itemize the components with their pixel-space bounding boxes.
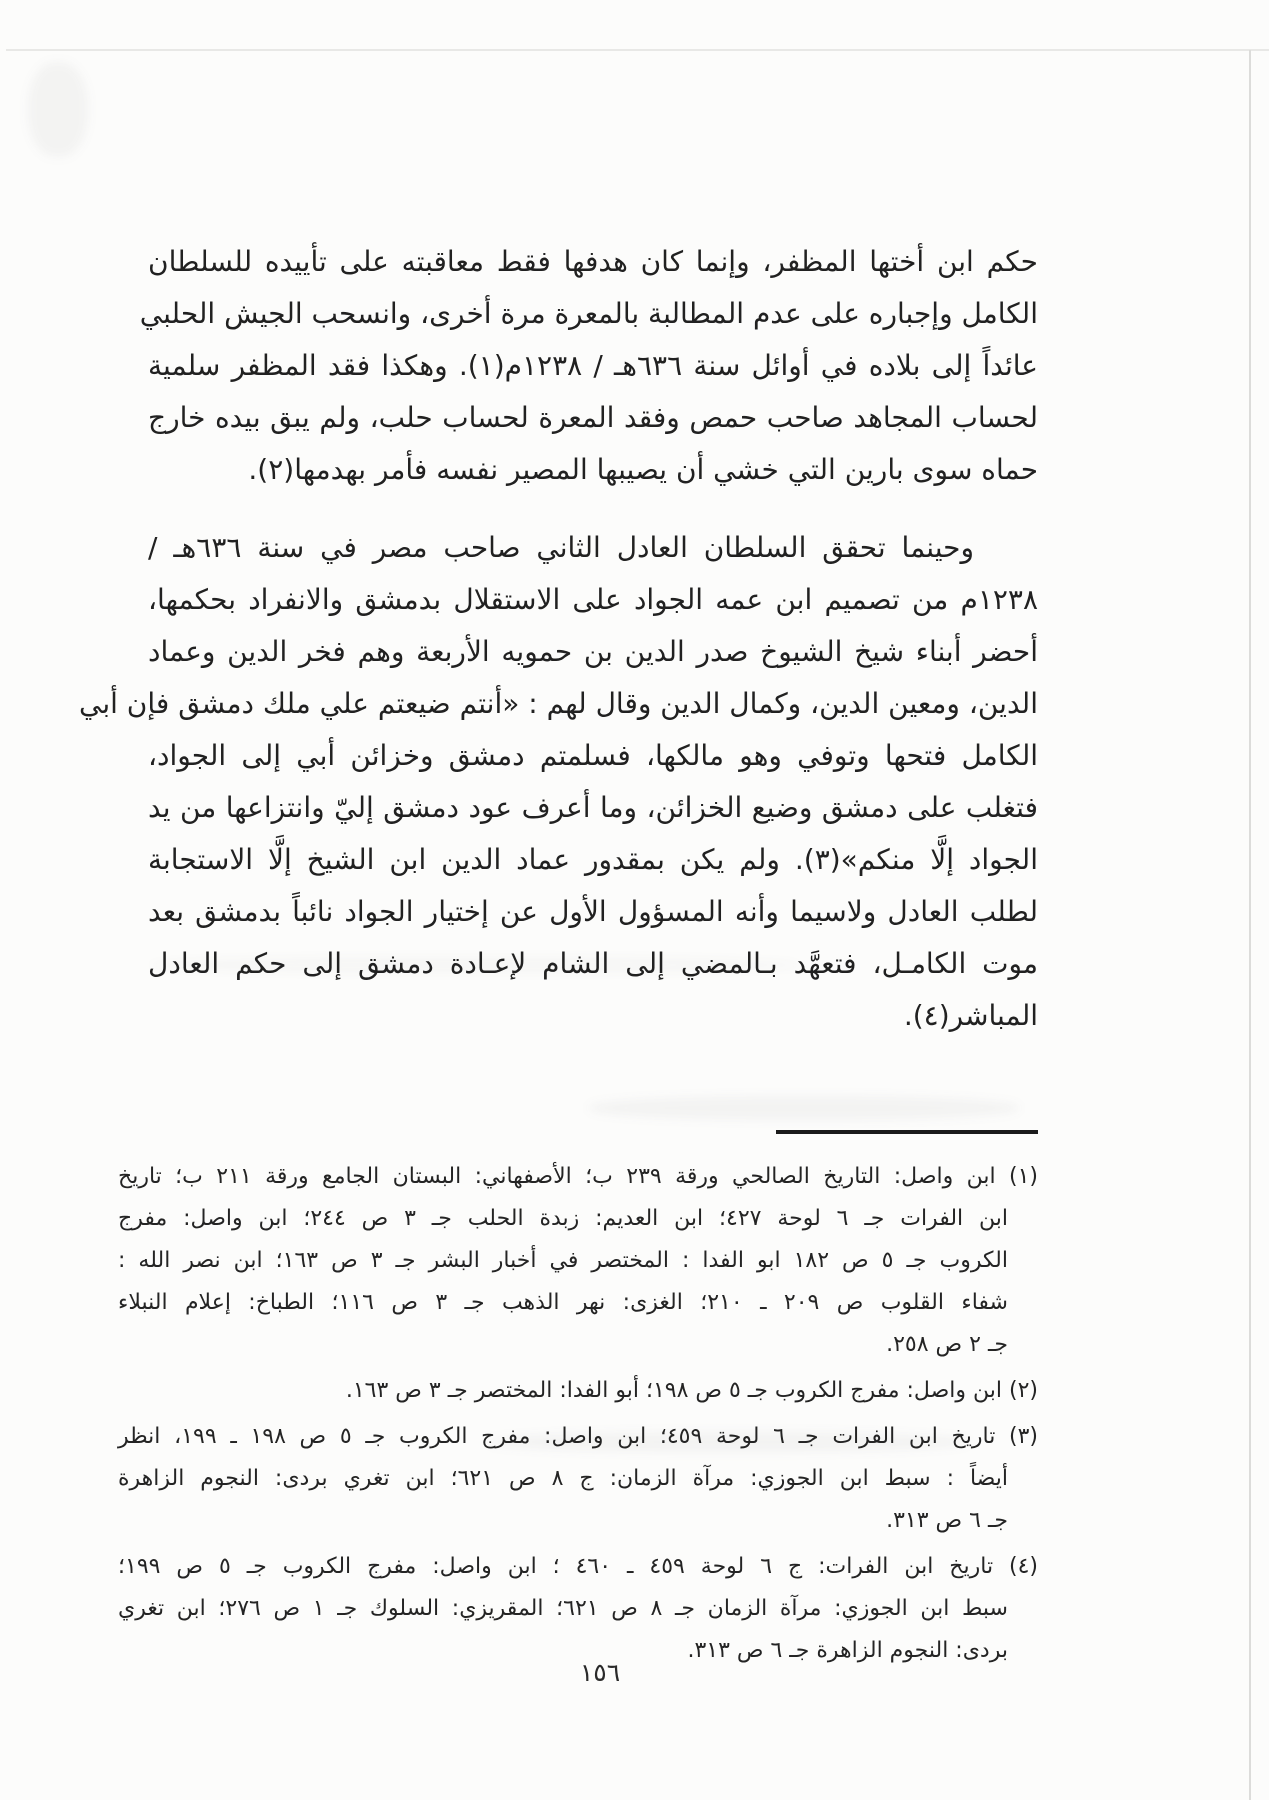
footnote-separator <box>776 1130 1038 1134</box>
main-text-line: الكامل وإجباره على عدم المطالبة بالمعرة مرة أخرى، وانسحب الجيش الحلبي <box>139 297 1038 330</box>
main-text-line: وحينما تحقق السلطان العادل الثاني صاحب مصر في سنة ٦٣٦هـ / <box>148 531 974 564</box>
footnote-line: الكروب جـ ٥ ص ١٨٢ ابو الفدا : المختصر في أخبار البشر جـ ٣ ص ١٦٣؛ ابن نصر الله : <box>118 1248 1008 1273</box>
footnote-4 <box>118 1546 1038 1672</box>
footnotes-block <box>118 1156 1038 1676</box>
footnote-line: سبط ابن الجوزي: مرآة الزمان جـ ٨ ص ٦٢١؛ المقريزي: السلوك جـ ١ ص ٢٧٦؛ ابن تغري <box>118 1596 1008 1621</box>
main-text-line: حماه سوى بارين التي خشي أن يصيبها المصير نفسه فأمر بهدمها(٢). <box>248 453 1038 486</box>
main-text-line: موت الكامـل، فتعهَّد بـالمضي إلى الشام لإعـادة دمشق إلى حكم العادل <box>148 947 1038 980</box>
main-text-line: ١٢٣٨م من تصميم ابن عمه الجواد على الاستقلال بدمشق والانفراد بحكمها، <box>148 583 1038 616</box>
main-text-line: حكم ابن أختها المظفر، وإنما كان هدفها فقط معاقبته على تأييده للسلطان <box>148 245 1038 278</box>
footnote-1 <box>118 1156 1038 1366</box>
main-text-line: عائداً إلى بلاده في أوائل سنة ٦٣٦هـ / ١٢٣٨م(١). وهكذا فقد المظفر سلمية <box>148 349 1039 382</box>
main-text-line: لطلب العادل ولاسيما وأنه المسؤول الأول عن إختيار الجواد نائباً بدمشق بعد <box>148 895 1038 928</box>
footnote-line: شفاء القلوب ص ٢٠٩ ـ ٢١٠؛ الغزى: نهر الذهب جـ ٣ ص ١١٦؛ الطباخ: إعلام النبلاء <box>118 1290 1008 1315</box>
main-text-line: لحساب المجاهد صاحب حمص وفقد المعرة لحساب حلب، ولم يبق بيده خارج <box>148 401 1038 434</box>
main-text-block <box>79 236 1039 1042</box>
footnote-2 <box>118 1370 1038 1412</box>
page-top-edge <box>6 49 1269 51</box>
footnote-line: بردى: النجوم الزاهرة جـ ٦ ص ٣١٣. <box>687 1638 1008 1663</box>
main-text-line: فتغلب على دمشق وضيع الخزائن، وما أعرف عود دمشق إليّ وانتزاعها من يد <box>148 791 1038 824</box>
paragraph-1 <box>139 236 1039 496</box>
main-text-line: الكامل فتحها وتوفي وهو مالكها، فسلمتم دمشق وخزائن أبي إلى الجواد، <box>148 739 1038 772</box>
paragraph-2 <box>79 522 1038 1042</box>
bleed-through-artifact <box>589 1096 1019 1120</box>
main-text-line: الدين، ومعين الدين، وكمال الدين وقال لهم : «أنتم ضيعتم علي ملك دمشق فإن أبي <box>79 687 1038 720</box>
footnote-line: ابن الفرات جـ ٦ لوحة ٤٢٧؛ ابن العديم: زبدة الحلب جـ ٣ ص ٢٤٤؛ ابن واصل: مفرج <box>118 1206 1008 1231</box>
main-text-line: المباشر(٤). <box>903 999 1038 1032</box>
footnote-line: (٢) ابن واصل: مفرج الكروب جـ ٥ ص ١٩٨؛ أبو الفدا: المختصر جـ ٣ ص ١٦٣. <box>345 1378 1038 1403</box>
page-right-edge <box>1249 50 1251 1800</box>
footnote-line: (٤) تاريخ ابن الفرات: ج ٦ لوحة ٤٥٩ ـ ٤٦٠ ؛ ابن واصل: مفرج الكروب جـ ٥ ص ١٩٩؛ <box>118 1554 1039 1579</box>
page-number: ١٥٦ <box>579 1658 621 1687</box>
scan-smudge <box>28 62 88 157</box>
footnote-line: أيضاً : سبط ابن الجوزي: مرآة الزمان: ج ٨ ص ٦٢١؛ ابن تغري بردى: النجوم الزاهرة <box>118 1466 1008 1491</box>
footnote-line: جـ ٦ ص ٣١٣. <box>886 1508 1008 1533</box>
main-text-line: الجواد إلَّا منكم»(٣). ولم يكن بمقدور عماد الدين ابن الشيخ إلَّا الاستجابة <box>148 843 1038 876</box>
footnote-line: (٣) تاريخ ابن الفرات جـ ٦ لوحة ٤٥٩؛ ابن واصل: مفرج الكروب جـ ٥ ص ١٩٨ ـ ١٩٩، انظر <box>118 1424 1038 1449</box>
footnote-line: (١) ابن واصل: التاريخ الصالحي ورقة ٢٣٩ ب؛ الأصفهاني: البستان الجامع ورقة ٢١١ ب؛ تاريخ <box>118 1164 1038 1189</box>
main-text-line: أحضر أبناء شيخ الشيوخ صدر الدين بن حمويه الأربعة وهم فخر الدين وعماد <box>148 635 1038 668</box>
footnote-line: جـ ٢ ص ٢٥٨. <box>886 1332 1008 1357</box>
footnote-3 <box>118 1416 1038 1542</box>
